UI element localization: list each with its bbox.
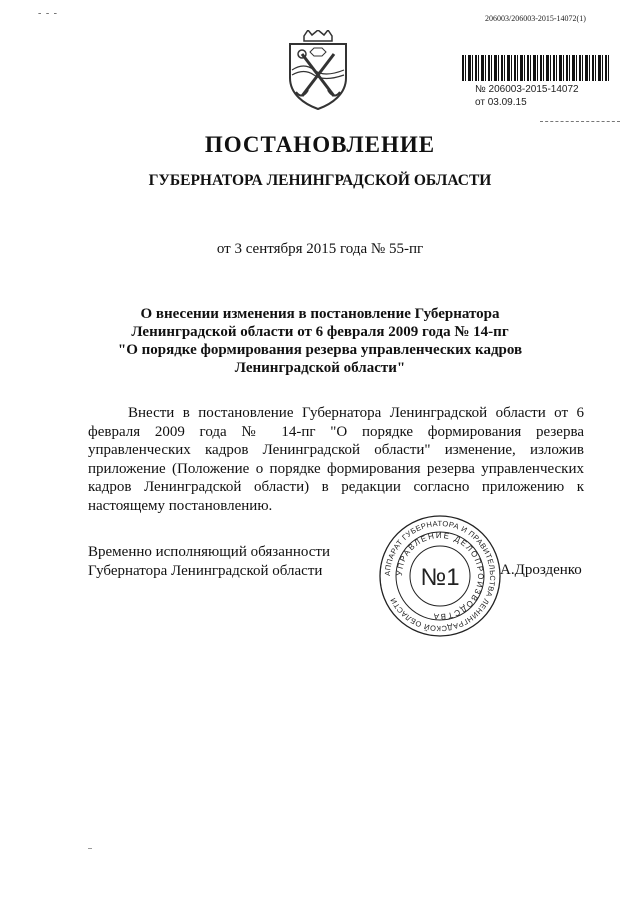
signatory-name: А.Дрозденко — [500, 562, 582, 578]
position-line: Временно исполняющий обязанности — [88, 544, 331, 560]
heading-line: Ленинградской области от 6 февраля 2009 года № 14-пг — [131, 324, 509, 340]
registration-number: № 206003-2015-14072 — [475, 84, 579, 95]
document-title: ПОСТАНОВЛЕНИЕ — [204, 132, 436, 157]
barcode — [462, 55, 610, 81]
heading-line: "О порядке формирования резерва управленческих кадров — [117, 342, 523, 358]
stamp-inner-ring-text: УПРАВЛЕНИЕ ДЕЛОПРОИЗВОДСТВА — [394, 530, 486, 622]
registration-date: от 03.09.15 — [475, 97, 527, 108]
heading-line: О внесении изменения в постановление Губернатора — [140, 306, 500, 322]
signatory-position — [88, 543, 330, 580]
stamp-ring-text: АППАРАТ ГУБЕРНАТОРА И ПРАВИТЕЛЬСТВА ЛЕНИНГРАДСКОЙ ОБЛАСТИ — [382, 518, 498, 634]
position-line: Губернатора Ленинградской области — [88, 562, 323, 579]
official-stamp — [378, 514, 502, 638]
registration-divider — [540, 121, 620, 122]
document-id: 206003/206003-2015-14072(1) — [485, 14, 586, 23]
document-subtitle: ГУБЕРНАТОРА ЛЕНИНГРАДСКОЙ ОБЛАСТИ — [148, 172, 492, 189]
corner-mark: - - - — [38, 8, 58, 19]
margin-tick — [88, 848, 92, 849]
document-date-number: от 3 сентября 2015 года № 55-пг — [216, 241, 424, 257]
stamp-number: №1 — [420, 564, 460, 591]
heading-line: Ленинградской области" — [234, 360, 406, 376]
document-heading — [100, 305, 540, 377]
body-paragraph — [88, 404, 584, 515]
coat-of-arms-icon — [284, 30, 352, 110]
body-text: Внести в постановление Губернатора Ленинградской области от 6 февраля 2009 года № 14-пг "О порядке формирования резерва управленческих кадров Ленинградской области" изменение, изложив приложение (Положение о порядке формирования резерва управленческих кадров Ленинградской области) в редакции согласно приложению к настоящему постановлению. — [88, 405, 584, 514]
